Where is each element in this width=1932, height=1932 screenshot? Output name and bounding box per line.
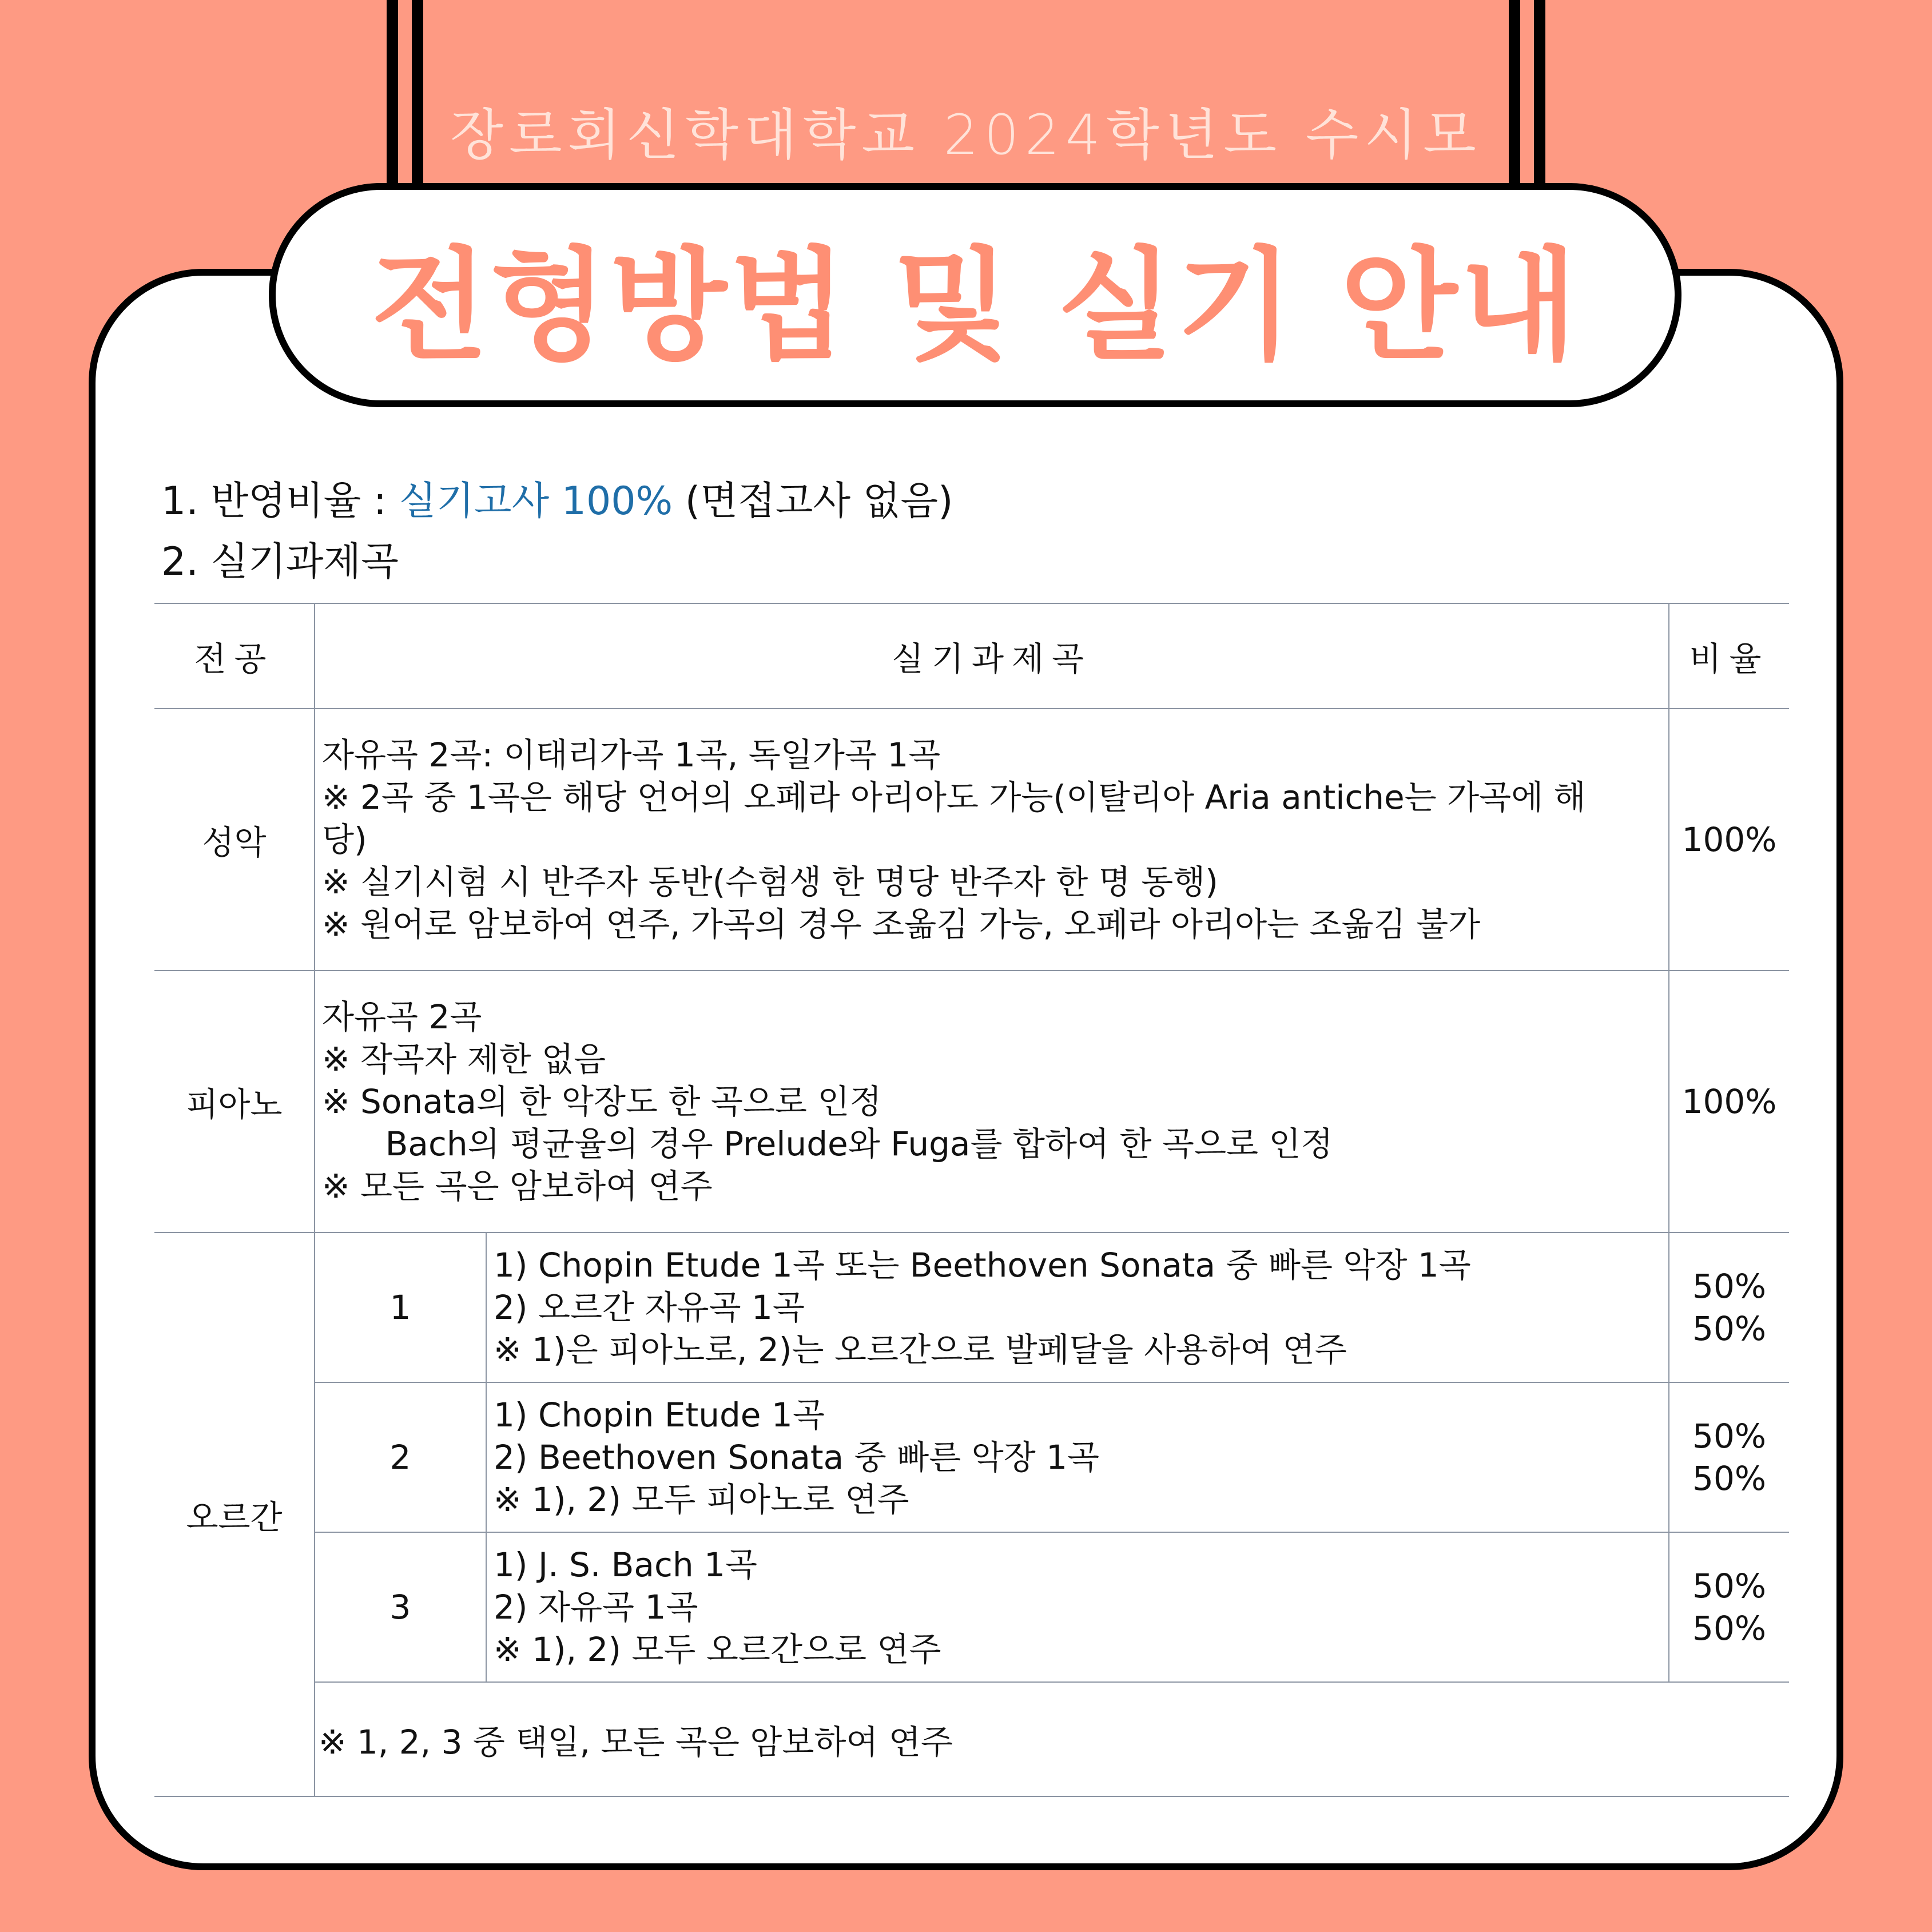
piano-line: 자유곡 2곡 — [322, 997, 482, 1036]
vocal-line: ※ 2곡 중 1곡은 해당 언어의 오페라 아리아도 가능(이탈리아 Aria antiche는 가곡에 해 — [322, 778, 1586, 817]
organ-line: 1) Chopin Etude 1곡 또는 Beethoven Sonata 중 빠른 악장 1곡 — [494, 1246, 1471, 1285]
ratio-suffix: (면접고사 없음) — [673, 479, 953, 524]
header-major-label: 전공 — [194, 639, 275, 678]
ratio-value: 50% — [1692, 1417, 1766, 1456]
ratio-line — [161, 470, 953, 526]
header-ratio-label: 비율 — [1689, 639, 1770, 678]
ratio-value: 50% — [1692, 1267, 1766, 1306]
organ-option-ratio — [1669, 1532, 1789, 1682]
piano-line: ※ Sonata의 한 악장도 한 곡으로 인정 — [322, 1082, 882, 1121]
vocal-line: ※ 실기시험 시 반주자 동반(수험생 한 명당 반주자 한 명 동행) — [322, 862, 1218, 901]
requirements-table — [154, 603, 1789, 1797]
piano-pieces — [315, 971, 1669, 1233]
organ-line: ※ 1)은 피아노로, 2)는 오르간으로 발페달을 사용하여 연주 — [494, 1330, 1347, 1369]
organ-option-pieces — [486, 1382, 1669, 1532]
organ-option-number: 3 — [315, 1532, 486, 1682]
organ-option-ratio — [1669, 1233, 1789, 1382]
piano-line: Bach의 평균율의 경우 Prelude와 Fuga를 합하여 한 곡으로 인정 — [322, 1124, 1333, 1163]
header-major — [154, 603, 315, 709]
top-banner-inner — [412, 0, 1520, 200]
ratio-value: 50% — [1692, 1309, 1766, 1348]
ratio-vocal: 100% — [1669, 709, 1789, 971]
pieces-heading: 2. 실기과제곡 — [161, 539, 399, 585]
organ-option-pieces — [486, 1532, 1669, 1682]
ratio-highlight: 실기고사 100% — [399, 479, 673, 524]
header-pieces — [315, 603, 1669, 709]
table-row-organ-2 — [154, 1382, 1789, 1532]
page-title: 전형방법 및 실기 안내 — [371, 234, 1580, 376]
vocal-line: 자유곡 2곡: 이태리가곡 1곡, 독일가곡 1곡 — [322, 736, 941, 774]
vocal-line: ※ 원어로 암보하여 연주, 가곡의 경우 조옮김 가능, 오페라 아리아는 조옮김 불가 — [322, 905, 1481, 944]
organ-option-number: 1 — [315, 1233, 486, 1382]
table-row-vocal — [154, 709, 1789, 971]
organ-line: ※ 1), 2) 모두 오르간으로 연주 — [494, 1630, 941, 1669]
organ-line: 2) 자유곡 1곡 — [494, 1588, 698, 1627]
top-banner — [387, 0, 1545, 200]
ratio-value: 50% — [1692, 1567, 1766, 1605]
subtitle: 장로회신학대학교 2024학년도 수시모 — [450, 103, 1482, 167]
table-header-row — [154, 603, 1789, 709]
header-pieces-label: 실기과제곡 — [891, 639, 1092, 678]
organ-option-number: 2 — [315, 1382, 486, 1532]
ratio-value: 50% — [1692, 1459, 1766, 1498]
piano-line: ※ 작곡자 제한 없음 — [322, 1040, 606, 1079]
major-piano: 피아노 — [154, 971, 315, 1233]
major-vocal: 성악 — [154, 709, 315, 971]
organ-line: ※ 1), 2) 모두 피아노로 연주 — [494, 1480, 909, 1519]
major-organ: 오르간 — [154, 1233, 315, 1796]
organ-line: 1) Chopin Etude 1곡 — [494, 1396, 825, 1434]
piano-line: ※ 모든 곡은 암보하여 연주 — [322, 1167, 713, 1206]
organ-option-pieces — [486, 1233, 1669, 1382]
header-ratio — [1669, 603, 1789, 709]
organ-option-ratio — [1669, 1382, 1789, 1532]
ratio-value: 50% — [1692, 1609, 1766, 1648]
organ-line: 2) 오르간 자유곡 1곡 — [494, 1288, 805, 1327]
ratio-prefix: 1. 반영비율 : — [161, 479, 399, 524]
table-row-organ-1 — [154, 1233, 1789, 1382]
table-row-piano — [154, 971, 1789, 1233]
table-row-organ-3 — [154, 1532, 1789, 1682]
ratio-piano: 100% — [1669, 971, 1789, 1233]
organ-line: 1) J. S. Bach 1곡 — [494, 1545, 757, 1584]
vocal-pieces — [315, 709, 1669, 971]
vocal-line: 당) — [322, 820, 367, 859]
title-pill — [269, 183, 1681, 407]
organ-line: 2) Beethoven Sonata 중 빠른 악장 1곡 — [494, 1438, 1100, 1477]
organ-note: ※ 1, 2, 3 중 택일, 모든 곡은 암보하여 연주 — [315, 1682, 1789, 1796]
table-row-organ-note — [154, 1682, 1789, 1796]
